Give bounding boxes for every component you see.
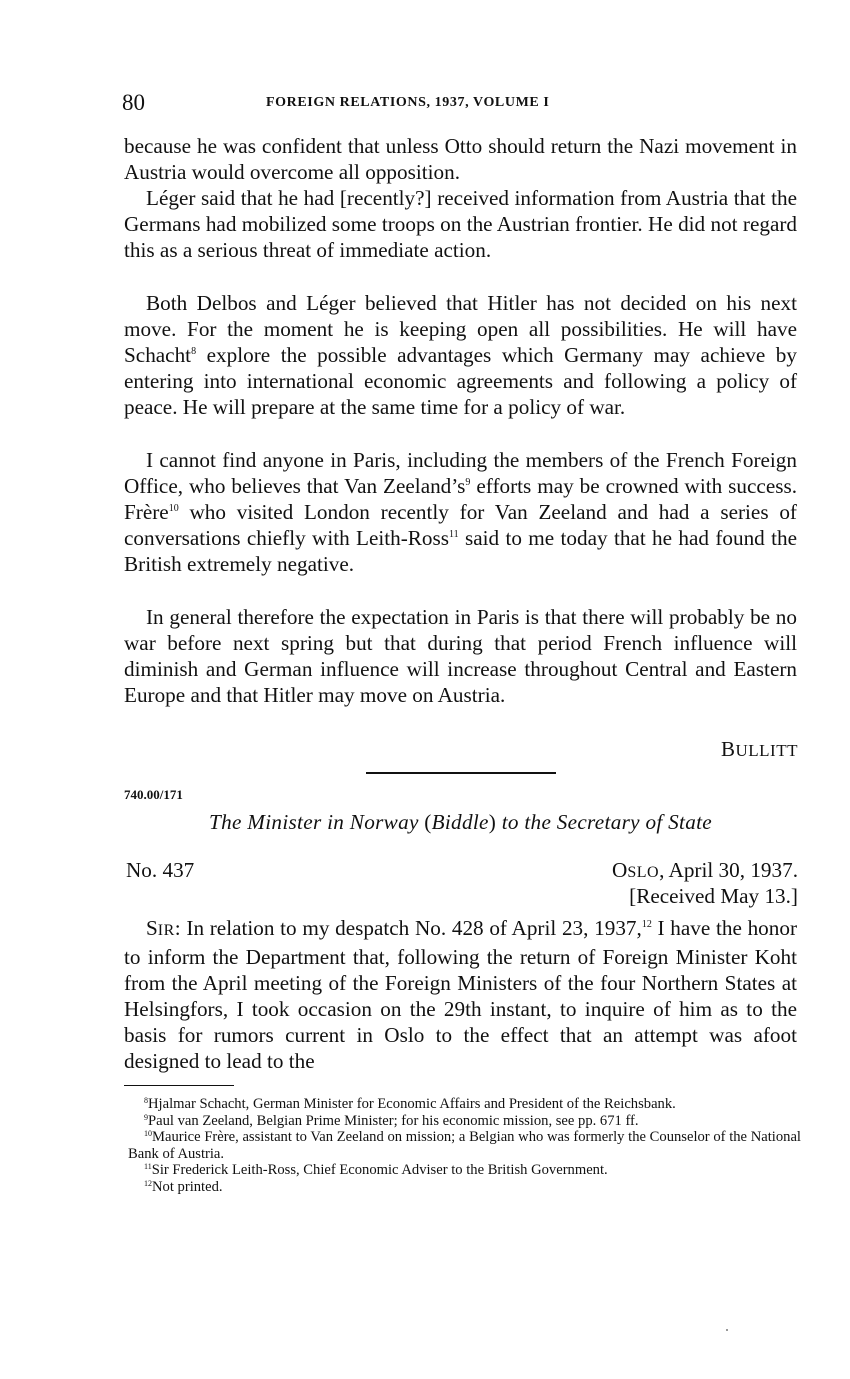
title-paren-open: ( [424, 810, 432, 834]
date: , April 30, 1937. [659, 858, 798, 882]
text-span: : In relation to my despatch No. 428 of April 23, 1937, [174, 916, 642, 940]
salutation-rest: IR [157, 922, 175, 939]
page-header [122, 90, 798, 122]
title-text: to the Secretary of State [496, 810, 712, 834]
footnote-marker: 8 [144, 1096, 148, 1105]
text-span: I have the honor to inform the Department that, following the return of Foreign Minister Koht from the April meeting of the Foreign Ministers of the four Northern States at Helsingfors, I took occasion on the 29th instant, to inquire of him as to the basis for rumors current in Oslo to the effect that an attempt was afoot designed to lead to the [124, 916, 797, 1074]
footnote-marker: 12 [144, 1178, 152, 1188]
footnote-text: Hjalmar Schacht, German Minister for Economic Affairs and President of the Reichsbank. [148, 1096, 676, 1112]
despatch-number: No. 437 [126, 858, 195, 882]
footnote-marker: 10 [144, 1129, 152, 1138]
text-span: said to me today that he had found the British extremely negative. [124, 526, 797, 577]
footnote [128, 1129, 801, 1162]
paragraph: Léger said that he had [recently?] received information from Austria that the Germans had mobilized some troops on the Austrian frontier. He did not regard this as a serious threat of immediate action. [124, 186, 797, 263]
signature-rest: ULLITT [735, 741, 798, 760]
footnote-ref: 8 [191, 346, 197, 358]
footnote-text: Sir Frederick Leith-Ross, Chief Economic Adviser to the British Government. [151, 1162, 608, 1178]
paragraph: In general therefore the expectation in Paris is that there will probably be no war before next spring but that during that period French influence will diminish and German influence will increase throughout Central and Eastern Europe and that Hitler may move on Austria. [124, 605, 797, 708]
footnote [128, 1096, 801, 1113]
file-number: 740.00/171 [124, 787, 183, 802]
document-title [124, 810, 797, 835]
footnote [128, 1113, 801, 1130]
signature [721, 737, 798, 762]
text-span: explore the possible advantages which Germany may achieve by entering into international economic agreements and following a policy of peace. He will prepare at the same time for a policy of war. [124, 343, 797, 420]
running-head: FOREIGN RELATIONS, 1937, VOLUME I [266, 95, 550, 110]
title-text: The Minister in Norway [209, 810, 425, 834]
footnote-text: Not printed. [152, 1178, 223, 1195]
paragraph [124, 290, 797, 420]
paragraph [124, 447, 797, 577]
footnote-text: Maurice Frère, assistant to Van Zeeland on mission; a Belgian who was formerly the Counselor of the National Bank of Austria. [128, 1129, 801, 1162]
paragraph [124, 915, 797, 1075]
scan-speck [726, 1329, 728, 1331]
place-date [612, 858, 798, 883]
place-initial: O [612, 858, 628, 882]
text-span: who visited London recently for Van Zeeland and had a series of conversations chiefly with Leith-Ross [124, 500, 797, 551]
page-number: 80 [122, 90, 145, 115]
place-rest: SLO [627, 864, 660, 881]
footnote [128, 1179, 801, 1196]
footnote-marker: 11 [144, 1162, 152, 1171]
footnote-ref: 11 [449, 529, 459, 541]
title-paren-close: ) [488, 810, 497, 834]
salutation-initial: S [146, 916, 158, 940]
title-name: Biddle [431, 810, 489, 834]
footnote [128, 1162, 801, 1179]
footnote-text: Paul van Zeeland, Belgian Prime Minister; for his economic mission, see pp. 671 ff. [148, 1112, 639, 1129]
text-span: I cannot find anyone in Paris, including the members of the French Foreign Office, who believes that Van Zeeland’s [124, 448, 797, 499]
footnote-rule [124, 1085, 234, 1086]
footnote-ref: 9 [465, 477, 471, 489]
signature-initial: B [721, 737, 736, 761]
footnote-marker: 9 [144, 1112, 148, 1122]
footnote-ref: 10 [168, 503, 179, 515]
text-span: efforts may be crowned with success. Frère [124, 474, 798, 525]
paragraph: because he was confident that unless Otto should return the Nazi movement in Austria would overcome all opposition. [124, 134, 797, 185]
text-span: Both Delbos and Léger believed that Hitler has not decided on his next move. For the moment he is keeping open all possibilities. He will have Schacht [124, 291, 797, 368]
section-divider [366, 772, 556, 774]
footnote-ref: 12 [641, 919, 652, 930]
received-date: [Received May 13.] [629, 884, 798, 908]
footnotes [128, 1096, 801, 1195]
